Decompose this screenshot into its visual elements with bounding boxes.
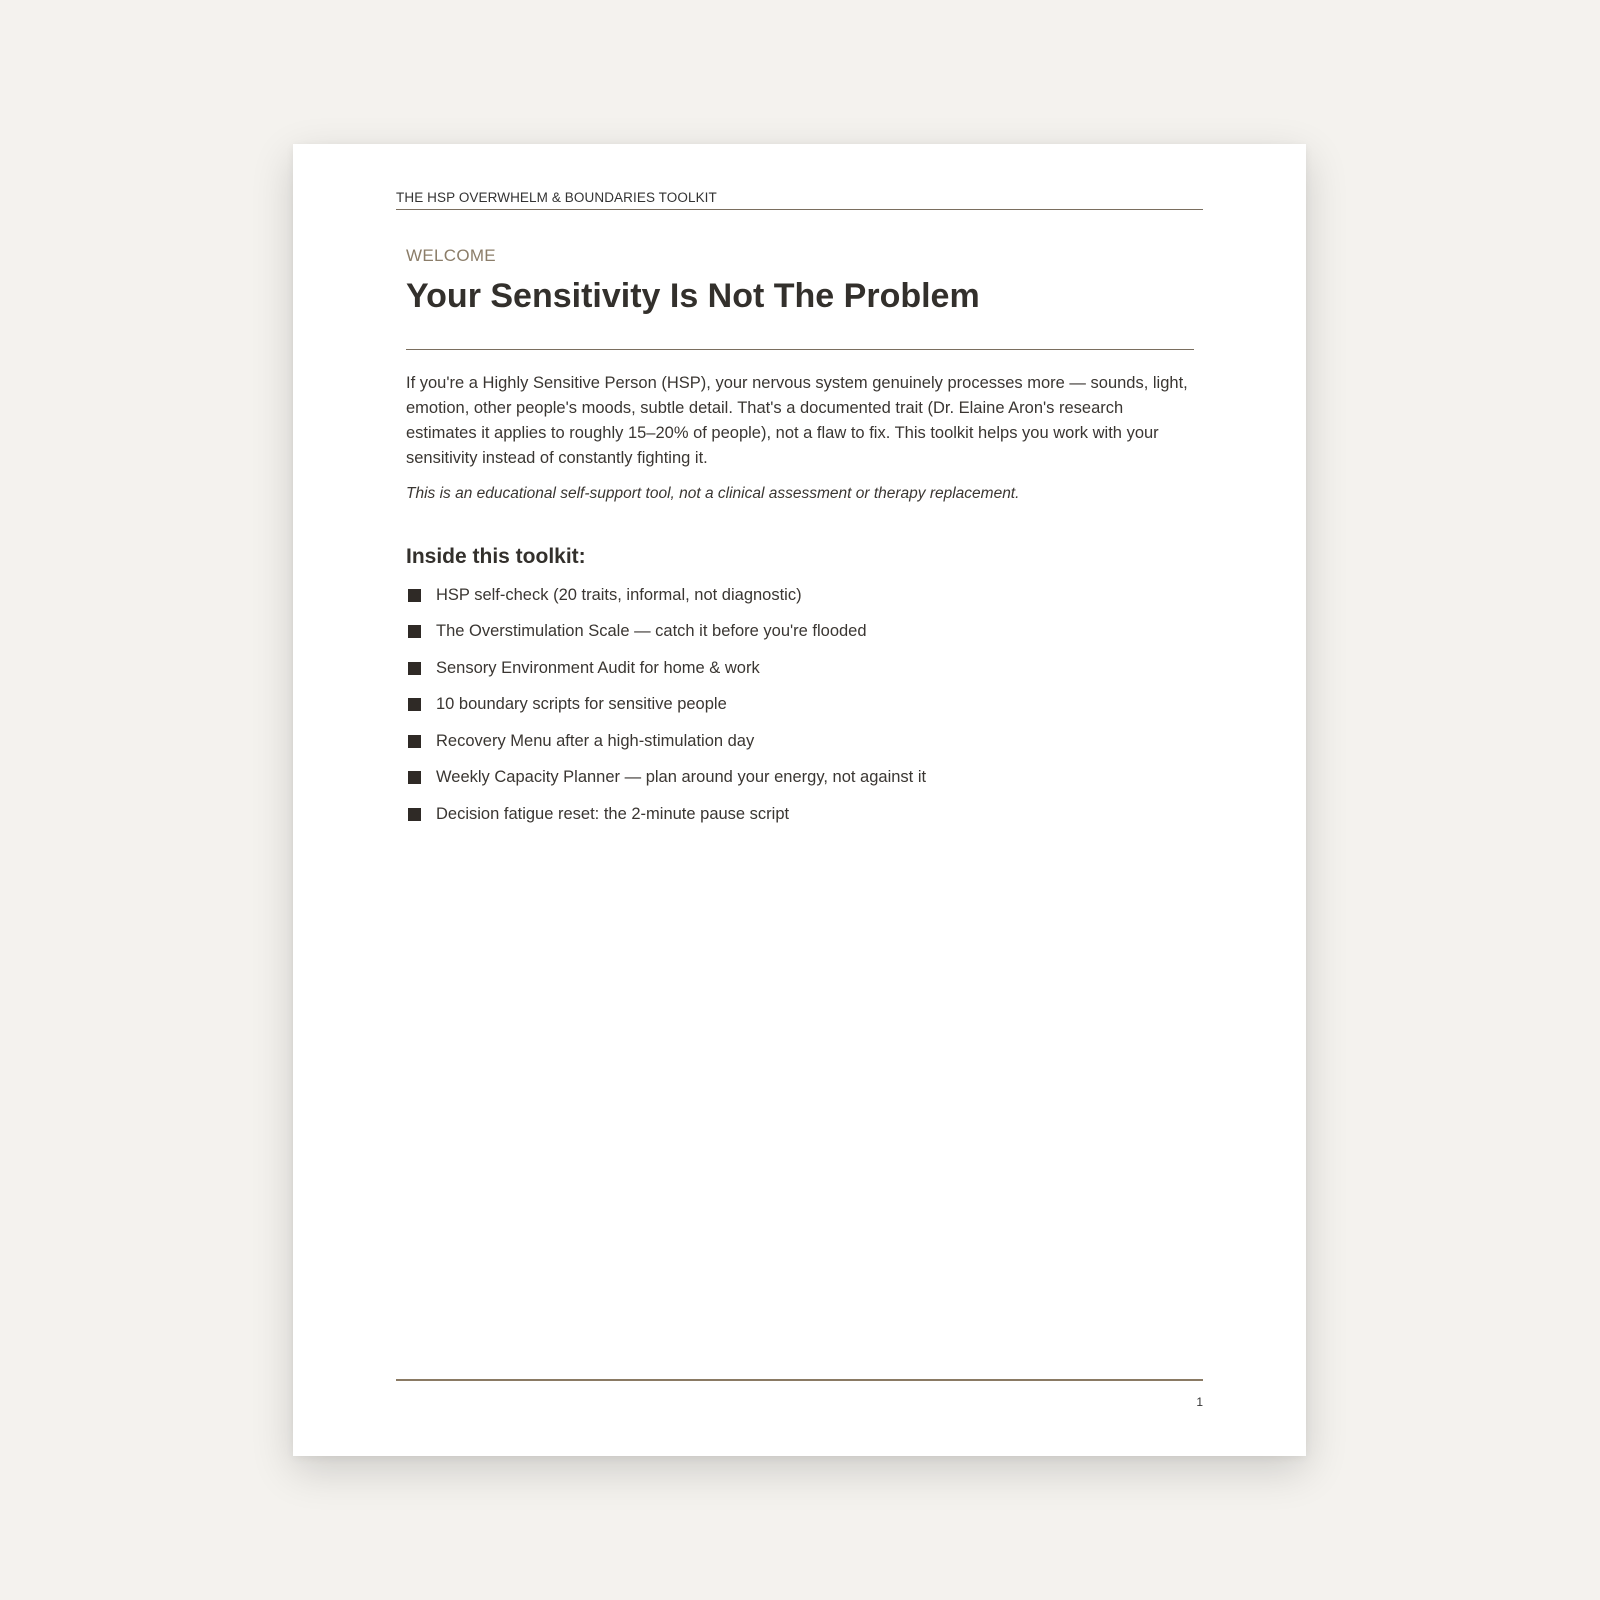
square-bullet-icon: [408, 625, 421, 638]
square-bullet-icon: [408, 662, 421, 675]
title-divider: [406, 349, 1194, 350]
list-item-text: 10 boundary scripts for sensitive people: [436, 695, 727, 714]
list-item: [406, 723, 1194, 760]
toolkit-heading: Inside this toolkit:: [406, 544, 586, 568]
section-eyebrow: WELCOME: [406, 246, 496, 265]
square-bullet-icon: [408, 589, 421, 602]
list-item: [406, 686, 1194, 723]
page-title: Your Sensitivity Is Not The Problem: [406, 277, 980, 315]
footer-divider: [396, 1379, 1203, 1381]
square-bullet-icon: [408, 735, 421, 748]
intro-paragraph: If you're a Highly Sensitive Person (HSP), your nervous system genuinely processes more — sounds, light, emotion, other people's moods, subtle detail. That's a documented trait (Dr. Elaine Aron's research estimates it applies to roughly 15–20% of people), not a flaw to fix. This toolkit helps you work with your sensitivity instead of constantly fighting it.: [406, 373, 1188, 467]
toolkit-list: [406, 577, 1194, 833]
list-item: [406, 650, 1194, 687]
document-page: [293, 144, 1306, 1456]
list-item-text: HSP self-check (20 traits, informal, not diagnostic): [436, 585, 802, 604]
list-item: [406, 759, 1194, 796]
list-item-text: The Overstimulation Scale — catch it before you're flooded: [436, 622, 867, 641]
list-item-text: Decision fatigue reset: the 2-minute pause script: [436, 804, 790, 823]
list-item-text: Sensory Environment Audit for home & work: [436, 658, 760, 677]
list-item-text: Weekly Capacity Planner — plan around your energy, not against it: [436, 768, 927, 787]
list-item-text: Recovery Menu after a high-stimulation day: [436, 731, 755, 750]
square-bullet-icon: [408, 698, 421, 711]
list-item: [406, 796, 1194, 833]
running-header: THE HSP OVERWHELM & BOUNDARIES TOOLKIT: [396, 190, 1203, 210]
square-bullet-icon: [408, 808, 421, 821]
page-number: 1: [1196, 1395, 1203, 1409]
square-bullet-icon: [408, 771, 421, 784]
list-item: [406, 613, 1194, 650]
page-content: [406, 246, 1194, 832]
disclaimer-text: This is an educational self-support tool, not a clinical assessment or therapy replacement.: [406, 484, 1020, 502]
list-item: [406, 577, 1194, 614]
